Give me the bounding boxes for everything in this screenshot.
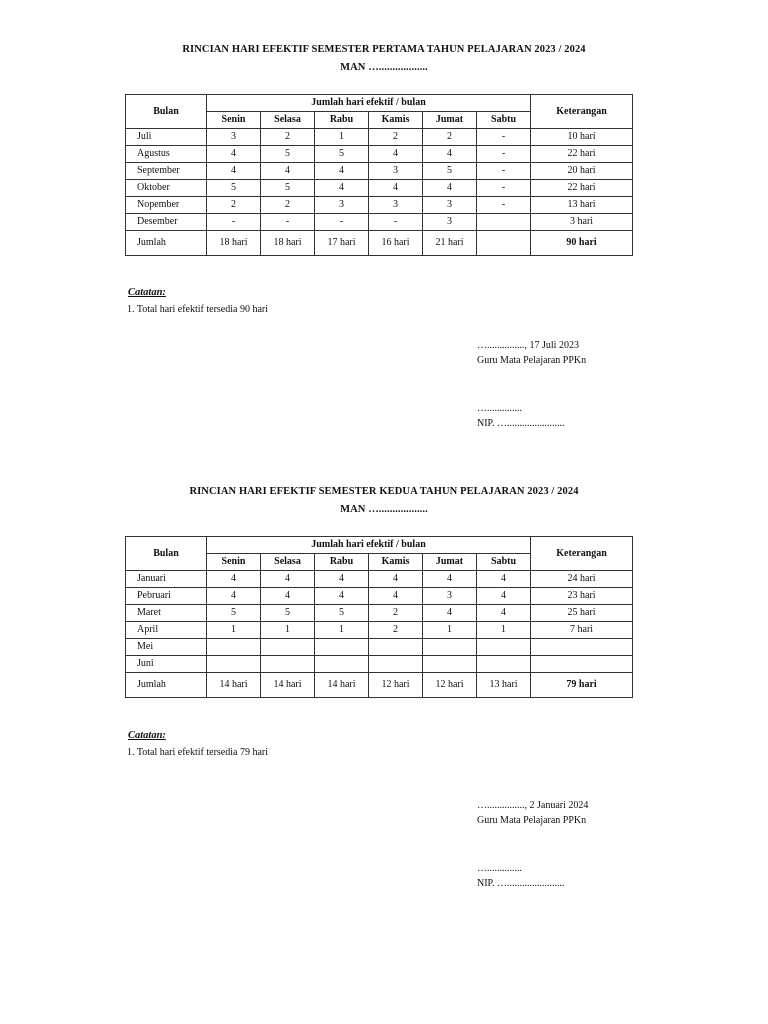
semester2-school: MAN ….................. [340,504,428,515]
header-day: Sabtu [477,554,531,571]
header-jumlah-hari: Jumlah hari efektif / bulan [207,95,531,112]
day-count: 5 [315,146,369,163]
day-count: 5 [207,605,261,622]
table-row [126,622,633,639]
header-day: Sabtu [477,112,531,129]
day-count: 5 [423,163,477,180]
day-count: 4 [207,571,261,588]
signature-nip: NIP. …....................... [477,878,565,889]
semester2-table [125,536,633,698]
table-row [126,588,633,605]
day-count [423,639,477,656]
keterangan-cell: 24 hari [531,571,633,588]
signature-name: ….............. [477,863,522,874]
day-count [423,656,477,673]
month-cell: Nopember [126,197,207,214]
signature-date: …..............., 2 Januari 2024 [477,800,589,811]
header-day: Jumat [423,112,477,129]
keterangan-cell: 23 hari [531,588,633,605]
day-count: 4 [315,571,369,588]
total-count [477,231,531,256]
month-cell: Mei [126,639,207,656]
month-cell: Agustus [126,146,207,163]
total-count: 18 hari [207,231,261,256]
day-count: 4 [207,163,261,180]
day-count: - [207,214,261,231]
day-count: 5 [207,180,261,197]
header-day: Senin [207,112,261,129]
keterangan-cell: 20 hari [531,163,633,180]
table-row [126,214,633,231]
day-count [207,656,261,673]
day-count: - [477,197,531,214]
catatan-title: Catatan: [128,287,166,298]
day-count: 4 [477,605,531,622]
day-count: 2 [261,197,315,214]
month-cell: April [126,622,207,639]
day-count [477,656,531,673]
day-count [261,639,315,656]
keterangan-cell: 13 hari [531,197,633,214]
month-cell: Maret [126,605,207,622]
signature-name: ….............. [477,403,522,414]
total-count: 12 hari [423,673,477,698]
catatan-item: 1. Total hari efektif tersedia 79 hari [127,747,269,758]
table-row [126,639,633,656]
total-count: 21 hari [423,231,477,256]
day-count [315,639,369,656]
semester1-school: MAN ….................. [340,62,428,73]
table-row [126,163,633,180]
day-count: 3 [423,214,477,231]
day-count [477,639,531,656]
day-count: 5 [261,180,315,197]
day-count: 4 [261,571,315,588]
day-count: 2 [369,622,423,639]
table-row [126,129,633,146]
month-cell: Januari [126,571,207,588]
day-count: - [261,214,315,231]
day-count: 4 [369,180,423,197]
month-cell: Pebruari [126,588,207,605]
day-count: 3 [315,197,369,214]
header-day: Jumat [423,554,477,571]
header-bulan: Bulan [126,95,207,129]
header-jumlah-hari: Jumlah hari efektif / bulan [207,537,531,554]
day-count: 2 [369,605,423,622]
day-count: - [477,146,531,163]
day-count: - [315,214,369,231]
catatan-item: 1. Total hari efektif tersedia 90 hari [127,304,269,315]
day-count: 2 [369,129,423,146]
day-count: 4 [207,146,261,163]
month-cell: Juni [126,656,207,673]
table-row [126,605,633,622]
day-count: 4 [477,588,531,605]
semester2-title: RINCIAN HARI EFEKTIF SEMESTER KEDUA TAHUN PELAJARAN 2023 / 2024 [189,486,579,497]
keterangan-cell [531,656,633,673]
day-count: 3 [423,197,477,214]
total-label: Jumlah [126,231,207,256]
day-count: 4 [261,588,315,605]
day-count: 4 [423,180,477,197]
day-count: - [477,129,531,146]
semester1-title: RINCIAN HARI EFEKTIF SEMESTER PERTAMA TAHUN PELAJARAN 2023 / 2024 [182,44,586,55]
header-day: Rabu [315,112,369,129]
day-count: 4 [207,588,261,605]
header-day: Selasa [261,554,315,571]
day-count: 5 [315,605,369,622]
table-row [126,656,633,673]
header-keterangan: Keterangan [531,537,633,571]
day-count: 5 [261,605,315,622]
day-count [261,656,315,673]
signature-role: Guru Mata Pelajaran PPKn [477,815,587,826]
day-count [369,639,423,656]
day-count: 1 [315,129,369,146]
day-count: 4 [369,571,423,588]
table-row [126,180,633,197]
header-day: Kamis [369,112,423,129]
keterangan-cell: 7 hari [531,622,633,639]
total-count: 17 hari [315,231,369,256]
total-count: 13 hari [477,673,531,698]
day-count: 4 [315,180,369,197]
header-day: Rabu [315,554,369,571]
day-count: 4 [315,588,369,605]
header-bulan: Bulan [126,537,207,571]
day-count: 1 [261,622,315,639]
day-count: 4 [423,571,477,588]
day-count: 2 [261,129,315,146]
keterangan-cell: 25 hari [531,605,633,622]
table-row [126,571,633,588]
month-cell: Juli [126,129,207,146]
total-count: 12 hari [369,673,423,698]
day-count: 1 [207,622,261,639]
table-row [126,146,633,163]
day-count: 3 [207,129,261,146]
total-label: Jumlah [126,673,207,698]
day-count: 3 [369,197,423,214]
total-keterangan: 90 hari [531,231,633,256]
keterangan-cell: 22 hari [531,180,633,197]
total-count: 14 hari [315,673,369,698]
day-count: 3 [369,163,423,180]
total-count: 18 hari [261,231,315,256]
day-count [369,656,423,673]
day-count: - [369,214,423,231]
day-count [477,214,531,231]
month-cell: September [126,163,207,180]
keterangan-cell: 22 hari [531,146,633,163]
day-count: 2 [207,197,261,214]
header-day: Selasa [261,112,315,129]
total-row [126,673,633,698]
month-cell: Desember [126,214,207,231]
day-count: 4 [315,163,369,180]
semester1-table [125,94,633,256]
month-cell: Oktober [126,180,207,197]
day-count: 2 [423,129,477,146]
day-count: 1 [477,622,531,639]
day-count: 4 [369,146,423,163]
day-count: 4 [261,163,315,180]
keterangan-cell: 10 hari [531,129,633,146]
day-count: - [477,180,531,197]
day-count: 4 [423,146,477,163]
total-count: 14 hari [261,673,315,698]
keterangan-cell: 3 hari [531,214,633,231]
day-count: 4 [477,571,531,588]
header-day: Kamis [369,554,423,571]
header-day: Senin [207,554,261,571]
signature-nip: NIP. …....................... [477,418,565,429]
day-count: 1 [315,622,369,639]
day-count [315,656,369,673]
header-keterangan: Keterangan [531,95,633,129]
signature-date: …..............., 17 Juli 2023 [477,340,579,351]
day-count: 4 [423,605,477,622]
signature-role: Guru Mata Pelajaran PPKn [477,355,587,366]
total-count: 16 hari [369,231,423,256]
day-count: 1 [423,622,477,639]
day-count: 4 [369,588,423,605]
total-count: 14 hari [207,673,261,698]
day-count: 5 [261,146,315,163]
day-count: 3 [423,588,477,605]
day-count: - [477,163,531,180]
table-row [126,197,633,214]
total-row [126,231,633,256]
day-count [207,639,261,656]
total-keterangan: 79 hari [531,673,633,698]
keterangan-cell [531,639,633,656]
catatan-title: Catatan: [128,730,166,741]
